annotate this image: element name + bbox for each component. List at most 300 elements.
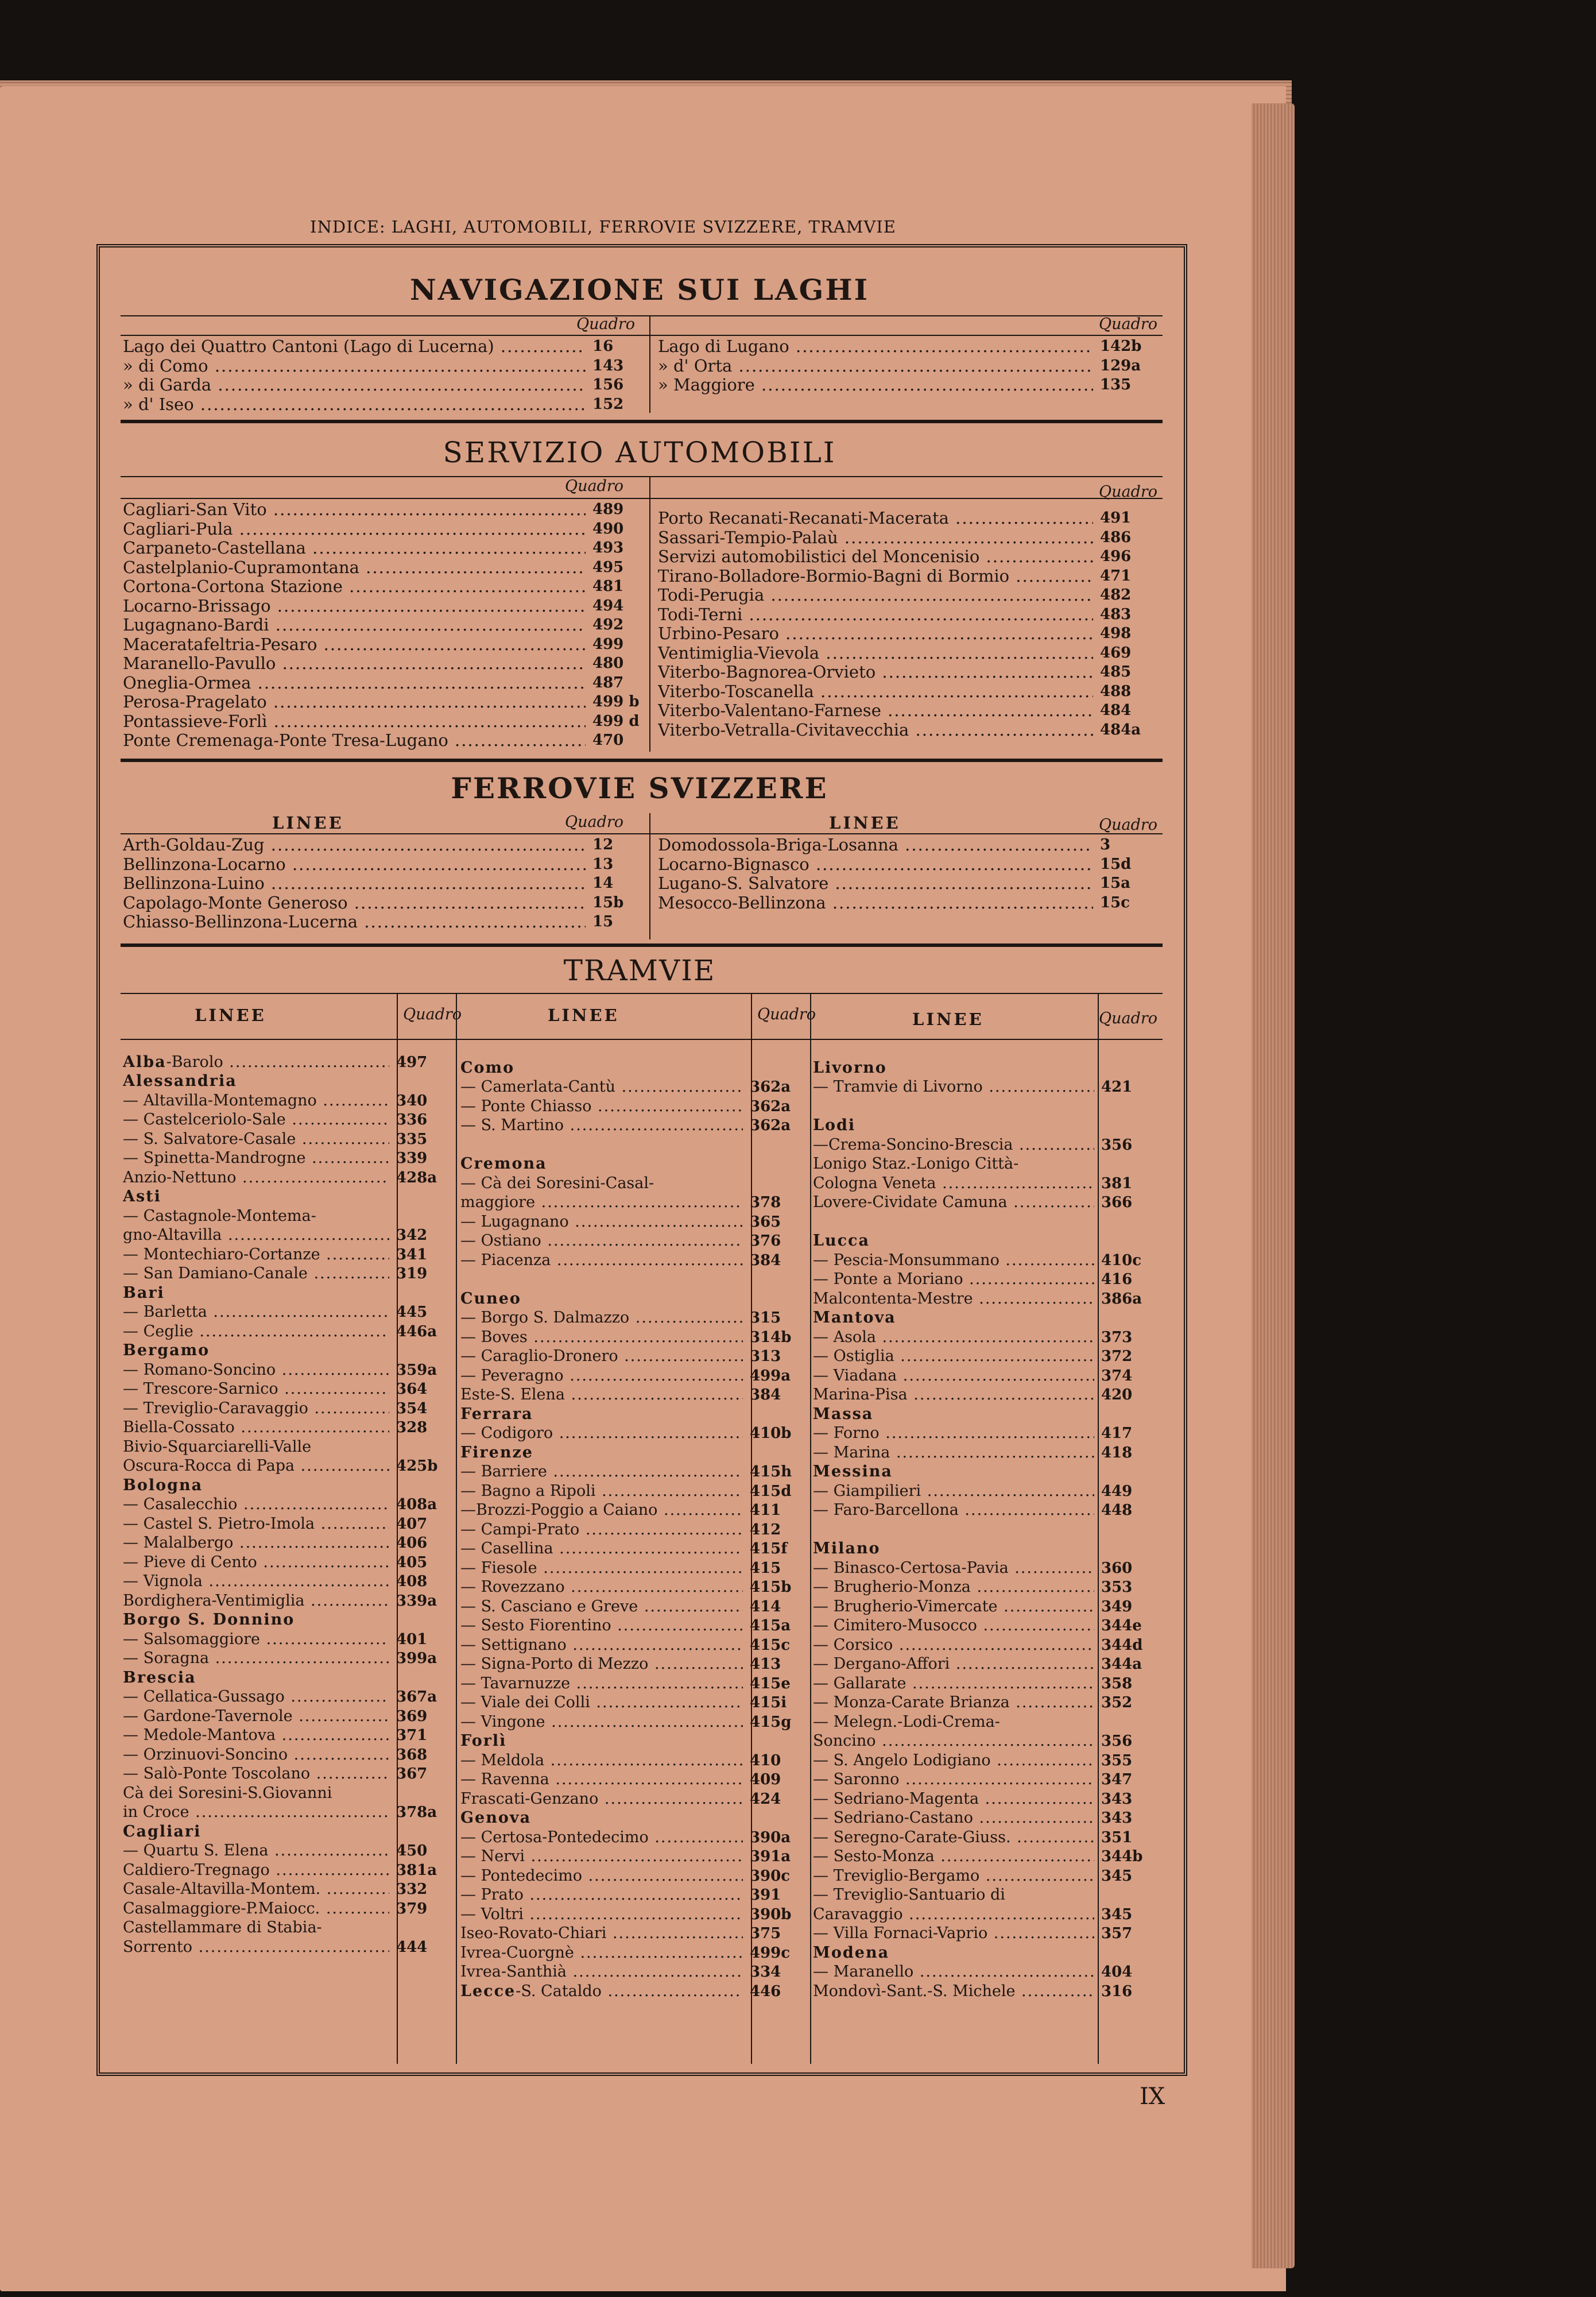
tramvie-column-2 bbox=[460, 1058, 803, 2001]
entry-name bbox=[460, 1116, 743, 1135]
entry-text: — Pescia-Monsummano bbox=[813, 1251, 1000, 1269]
index-entry bbox=[460, 1655, 803, 1675]
entry-name bbox=[123, 1091, 389, 1111]
index-entry bbox=[813, 1540, 1157, 1559]
entry-text: Locarno-Brissago bbox=[123, 596, 271, 616]
index-entry bbox=[813, 1847, 1157, 1867]
entry-name bbox=[460, 1058, 743, 1078]
quadro-number: 369 bbox=[396, 1707, 428, 1725]
index-entry bbox=[813, 1347, 1157, 1367]
entry-text: Malcontenta-Mestre bbox=[813, 1289, 973, 1308]
quadro-number: 357 bbox=[1101, 1925, 1133, 1942]
entry-name bbox=[123, 1322, 389, 1341]
entry-name bbox=[123, 1456, 389, 1476]
index-entry bbox=[123, 674, 644, 693]
quadro-number: 358 bbox=[1101, 1675, 1133, 1692]
entry-name bbox=[123, 1745, 389, 1765]
quadro-number: 352 bbox=[1101, 1694, 1133, 1711]
city-heading: Modena bbox=[813, 1943, 890, 1962]
entry-text: Tirano-Bolladore-Bormio-Bagni di Bormio bbox=[658, 566, 1010, 586]
city-heading: Livorno bbox=[813, 1058, 887, 1077]
quadro-number: 152 bbox=[592, 395, 624, 413]
index-entry bbox=[123, 1341, 449, 1361]
entry-text: Mesocco-Bellinzona bbox=[658, 893, 826, 912]
entry-name bbox=[813, 1789, 1094, 1809]
entry-text: — Cellatica-Gussago bbox=[123, 1688, 285, 1706]
entry-text: — S. Martino bbox=[460, 1116, 564, 1134]
quadro-number: 425b bbox=[396, 1457, 438, 1475]
quadro-number: 480 bbox=[592, 655, 624, 672]
index-entry bbox=[460, 1789, 803, 1809]
entry-text: Biella-Cossato bbox=[123, 1418, 235, 1436]
entry-name bbox=[123, 1053, 389, 1072]
index-entry bbox=[813, 1789, 1157, 1809]
entry-name bbox=[813, 1328, 1094, 1347]
quadro-number: 410c bbox=[1101, 1251, 1142, 1269]
index-entry bbox=[460, 1751, 803, 1770]
entry-text: — Viadana bbox=[813, 1366, 897, 1385]
entry-text: — S. Salvatore-Casale bbox=[123, 1130, 296, 1148]
entry-name bbox=[123, 1495, 389, 1514]
quadro-number: 413 bbox=[750, 1656, 781, 1673]
entry-name bbox=[460, 1366, 743, 1386]
entry-name bbox=[813, 1905, 1094, 1924]
entry-text: — Nervi bbox=[460, 1847, 525, 1865]
entry-text: — S. Casciano e Greve bbox=[460, 1597, 638, 1615]
entry-name bbox=[123, 635, 586, 655]
quadro-number: 351 bbox=[1101, 1828, 1133, 1846]
entry-name bbox=[123, 395, 586, 415]
entry-name bbox=[123, 577, 586, 597]
index-entry bbox=[460, 1712, 803, 1732]
entry-name bbox=[658, 874, 1093, 894]
entry-text: Todi-Perugia bbox=[658, 586, 765, 605]
index-entry bbox=[123, 855, 644, 875]
index-entry bbox=[123, 1457, 449, 1476]
entry-name bbox=[123, 539, 586, 558]
quadro-number: 450 bbox=[396, 1842, 428, 1859]
quadro-number: 344a bbox=[1101, 1656, 1142, 1673]
index-entry bbox=[460, 1905, 803, 1924]
entry-text: — Quartu S. Elena bbox=[123, 1842, 269, 1859]
index-entry bbox=[658, 682, 1157, 702]
quadro-number: 492 bbox=[592, 616, 624, 633]
index-entry bbox=[460, 1309, 803, 1328]
entry-name bbox=[813, 1962, 1094, 1982]
entry-text: — Ponte Chiasso bbox=[460, 1097, 592, 1115]
quadro-number: 345 bbox=[1101, 1867, 1133, 1885]
index-entry bbox=[813, 1693, 1157, 1713]
quadro-number: 359a bbox=[396, 1361, 437, 1379]
city-heading: Ferrara bbox=[460, 1405, 533, 1423]
entry-name bbox=[813, 1808, 1094, 1828]
quadro-number: 378a bbox=[396, 1804, 437, 1821]
entry-name bbox=[658, 605, 1093, 625]
index-entry bbox=[460, 1482, 803, 1501]
header-rule bbox=[121, 315, 1163, 316]
entry-text: — Binasco-Certosa-Pavia bbox=[813, 1559, 1009, 1577]
entry-text: Cagliari-Pula bbox=[123, 519, 233, 539]
quadro-number: 344b bbox=[1101, 1848, 1143, 1865]
quadro-number: 406 bbox=[396, 1534, 428, 1552]
entry-name bbox=[813, 1154, 1094, 1174]
index-entry bbox=[460, 1847, 803, 1867]
index-entry bbox=[813, 1328, 1157, 1347]
entry-text: » d' Iseo bbox=[123, 395, 194, 414]
entry-name bbox=[813, 1674, 1094, 1693]
entry-text: — Trescore-Sarnico bbox=[123, 1380, 278, 1398]
entry-name bbox=[813, 1135, 1094, 1155]
entry-name bbox=[123, 1572, 389, 1591]
entry-name bbox=[813, 1770, 1094, 1789]
entry-name bbox=[123, 337, 586, 357]
entry-name bbox=[813, 1077, 1094, 1097]
quadro-number: 344e bbox=[1101, 1617, 1142, 1634]
entry-text: — San Damiano-Canale bbox=[123, 1264, 308, 1282]
quadro-number: 410b bbox=[750, 1425, 792, 1442]
entry-name bbox=[123, 836, 586, 855]
entry-text: Lugano-S. Salvatore bbox=[658, 874, 829, 893]
entry-text: — Marina bbox=[813, 1443, 890, 1461]
entry-name bbox=[460, 1520, 743, 1540]
quadro-number: 340 bbox=[396, 1092, 428, 1109]
entry-name bbox=[123, 1880, 389, 1899]
index-entry bbox=[123, 1803, 449, 1823]
quadro-number: 404 bbox=[1101, 1963, 1133, 1981]
quadro-number: 376 bbox=[750, 1232, 781, 1250]
index-entry bbox=[658, 547, 1157, 567]
entry-text: — Castel S. Pietro-Imola bbox=[123, 1514, 315, 1533]
entry-text: — Montechiaro-Cortanze bbox=[123, 1245, 320, 1263]
entry-text: — Maranello bbox=[813, 1963, 914, 1981]
quadro-number: 16 bbox=[592, 338, 614, 355]
index-entry bbox=[460, 1097, 803, 1116]
entry-text: — Ostiano bbox=[460, 1232, 541, 1250]
entry-name bbox=[123, 1938, 389, 1957]
quadro-number: 332 bbox=[396, 1881, 428, 1898]
entry-name bbox=[813, 1597, 1094, 1617]
index-entry bbox=[123, 1168, 449, 1188]
city-heading: Cuneo bbox=[460, 1289, 521, 1308]
entry-name bbox=[813, 1270, 1094, 1289]
index-entry bbox=[813, 1982, 1157, 2001]
entry-text: — Signa-Porto di Mezzo bbox=[460, 1655, 649, 1673]
index-entry bbox=[123, 520, 644, 539]
city-heading: Cagliari bbox=[123, 1822, 202, 1840]
entry-name bbox=[123, 520, 586, 539]
quadro-number: 347 bbox=[1101, 1771, 1133, 1788]
quadro-number: 314b bbox=[750, 1328, 792, 1346]
index-entry bbox=[123, 894, 644, 913]
entry-text: Carpaneto-Castellana bbox=[123, 539, 306, 558]
quadro-number: 345 bbox=[1101, 1905, 1133, 1923]
index-entry bbox=[813, 1674, 1157, 1693]
index-entry bbox=[123, 1534, 449, 1553]
entry-name bbox=[460, 1808, 743, 1828]
index-entry bbox=[123, 1688, 449, 1707]
index-entry bbox=[123, 597, 644, 616]
quadro-number: 415b bbox=[750, 1579, 792, 1596]
entry-text: » di Como bbox=[123, 356, 208, 376]
entry-text: — Fiesole bbox=[460, 1559, 537, 1577]
quadro-number: 491 bbox=[1100, 509, 1132, 527]
quadro-number: 391 bbox=[750, 1886, 781, 1904]
entry-text: » Maggiore bbox=[658, 376, 755, 395]
entry-name bbox=[813, 1751, 1094, 1770]
quadro-number: 365 bbox=[750, 1213, 781, 1231]
quadro-number: 421 bbox=[1101, 1078, 1133, 1096]
index-entry bbox=[123, 1111, 449, 1130]
index-entry bbox=[460, 1693, 803, 1713]
quadro-number: 15d bbox=[1100, 855, 1132, 873]
index-entry bbox=[123, 1630, 449, 1649]
quadro-number: 379 bbox=[396, 1900, 428, 1917]
quadro-number: 415c bbox=[750, 1636, 791, 1654]
entry-text: — Villa Fornaci-Vaprio bbox=[813, 1924, 988, 1942]
quadro-number: 411 bbox=[750, 1502, 781, 1519]
index-entry bbox=[123, 1784, 449, 1803]
entry-name bbox=[460, 1251, 743, 1270]
quadro-number: 489 bbox=[592, 501, 624, 518]
index-entry bbox=[460, 1328, 803, 1347]
entry-text: — Camerlata-Cantù bbox=[460, 1078, 616, 1096]
column-divider bbox=[649, 476, 650, 752]
entry-name bbox=[658, 836, 1093, 855]
entry-name bbox=[460, 1731, 743, 1751]
entry-name bbox=[123, 376, 586, 395]
index-entry bbox=[460, 1463, 803, 1482]
entry-name bbox=[813, 1501, 1094, 1520]
entry-name bbox=[123, 1437, 389, 1457]
entry-name bbox=[460, 1443, 743, 1463]
entry-name bbox=[460, 1193, 743, 1212]
entry-text: Viterbo-Bagnorea-Orvieto bbox=[658, 663, 876, 682]
index-entry bbox=[123, 500, 644, 520]
entry-text: — Salò-Ponte Toscolano bbox=[123, 1765, 311, 1782]
index-entry bbox=[123, 1072, 449, 1092]
entry-text: — Certosa-Pontedecimo bbox=[460, 1828, 649, 1846]
quadro-number: 381 bbox=[1101, 1174, 1133, 1192]
quadro-number: 486 bbox=[1100, 528, 1132, 546]
entry-name bbox=[658, 528, 1093, 548]
entry-text: — Malalbergo bbox=[123, 1534, 234, 1552]
index-entry bbox=[123, 1514, 449, 1534]
entry-text: — Corsico bbox=[813, 1635, 893, 1654]
index-entry bbox=[123, 1745, 449, 1765]
quadro-number: 384 bbox=[750, 1251, 781, 1269]
entry-name bbox=[460, 1616, 743, 1635]
entry-text: Maranello-Pavullo bbox=[123, 654, 276, 673]
entry-name bbox=[658, 624, 1093, 644]
entry-name bbox=[123, 1841, 389, 1861]
entry-name bbox=[123, 1764, 389, 1784]
entry-text: — Campi-Prato bbox=[460, 1520, 580, 1538]
linee-header: LINEE bbox=[829, 813, 901, 833]
index-entry bbox=[813, 1270, 1157, 1290]
entry-text: Ivrea-Cuorgnè bbox=[460, 1943, 574, 1962]
index-entry bbox=[123, 1822, 449, 1842]
city-heading: Alba bbox=[123, 1053, 166, 1071]
quadro-number: 328 bbox=[396, 1419, 428, 1436]
entry-name bbox=[813, 1289, 1094, 1309]
entry-name bbox=[123, 1283, 389, 1303]
index-entry bbox=[460, 1501, 803, 1521]
entry-name bbox=[123, 693, 586, 712]
entry-text: — Orzinuovi-Soncino bbox=[123, 1745, 288, 1764]
index-entry bbox=[460, 1578, 803, 1598]
quadro-number: 488 bbox=[1100, 682, 1132, 700]
city-heading: Mantova bbox=[813, 1309, 896, 1327]
index-entry bbox=[123, 558, 644, 578]
entry-name bbox=[460, 1328, 743, 1347]
index-entry bbox=[460, 1886, 803, 1905]
entry-name bbox=[123, 1418, 389, 1437]
page-stack-edge bbox=[1252, 103, 1295, 2268]
index-entry bbox=[813, 1232, 1157, 1251]
entry-name bbox=[813, 1828, 1094, 1847]
quadro-number: 484 bbox=[1100, 702, 1132, 719]
index-entry bbox=[123, 693, 644, 712]
quadro-number: 415a bbox=[750, 1617, 791, 1634]
entry-name bbox=[123, 1649, 389, 1668]
quadro-number: 391a bbox=[750, 1848, 791, 1865]
index-entry bbox=[460, 1943, 803, 1963]
entry-text: Casalmaggiore-P.Maiocc. bbox=[123, 1899, 320, 1917]
entry-text: — Prato bbox=[460, 1886, 524, 1904]
index-entry bbox=[813, 1732, 1157, 1751]
entry-name bbox=[658, 509, 1093, 528]
quadro-number: 362a bbox=[750, 1117, 791, 1134]
entry-text: Porto Recanati-Recanati-Macerata bbox=[658, 509, 949, 528]
quadro-number: 448 bbox=[1101, 1502, 1133, 1519]
entry-text: Lovere-Cividate Camuna bbox=[813, 1193, 1008, 1211]
entry-text: Lago dei Quattro Cantoni (Lago di Lucerna) bbox=[123, 337, 494, 356]
city-heading: Brescia bbox=[123, 1668, 196, 1687]
entry-text: — Cà dei Soresini-Casal- bbox=[460, 1174, 654, 1192]
quadro-number: 494 bbox=[592, 597, 624, 614]
index-entry bbox=[813, 1809, 1157, 1828]
quadro-header: Quadro bbox=[1099, 1010, 1158, 1027]
index-entry bbox=[123, 1322, 449, 1341]
index-entry bbox=[123, 376, 644, 395]
index-entry bbox=[460, 1866, 803, 1886]
section-title-auto: SERVIZIO AUTOMOBILI bbox=[443, 436, 836, 469]
index-entry bbox=[460, 1597, 803, 1617]
quadro-number: 336 bbox=[396, 1111, 428, 1128]
quadro-number: 399a bbox=[396, 1650, 437, 1667]
entry-name bbox=[813, 1885, 1094, 1905]
index-entry bbox=[813, 1135, 1157, 1155]
quadro-number: 416 bbox=[1101, 1271, 1133, 1288]
entry-name bbox=[658, 357, 1093, 376]
entry-name bbox=[123, 1668, 389, 1688]
index-entry bbox=[460, 1366, 803, 1386]
index-entry bbox=[123, 1938, 449, 1957]
entry-text: Cà dei Soresini-S.Giovanni bbox=[123, 1784, 332, 1802]
index-entry bbox=[813, 1424, 1157, 1444]
entry-text: Viterbo-Valentano-Farnese bbox=[658, 701, 881, 720]
entry-name bbox=[813, 1058, 1094, 1078]
entry-name bbox=[123, 1110, 389, 1130]
index-entry bbox=[123, 1380, 449, 1399]
quadro-header: Quadro bbox=[757, 1006, 816, 1023]
entry-text: Sassari-Tempio-Palaù bbox=[658, 528, 838, 547]
city-heading: Genova bbox=[460, 1809, 532, 1827]
index-entry bbox=[123, 1649, 449, 1669]
quadro-number: 360 bbox=[1101, 1559, 1133, 1577]
entry-name bbox=[460, 1231, 743, 1251]
index-entry bbox=[813, 1866, 1157, 1886]
entry-name bbox=[813, 1635, 1094, 1655]
index-entry bbox=[123, 1591, 449, 1611]
entry-text: Caldiero-Tregnago bbox=[123, 1861, 270, 1879]
index-entry bbox=[658, 586, 1157, 605]
index-entry bbox=[813, 1520, 1157, 1540]
entry-text: — Vignola bbox=[123, 1572, 203, 1590]
index-entry bbox=[123, 874, 644, 894]
quadro-number: 407 bbox=[396, 1515, 428, 1533]
city-heading: Asti bbox=[123, 1188, 161, 1205]
entry-text: Caravaggio bbox=[813, 1905, 903, 1923]
index-entry bbox=[460, 1559, 803, 1578]
quadro-number: 384 bbox=[750, 1386, 781, 1403]
city-heading: Lucca bbox=[813, 1232, 870, 1250]
entry-name bbox=[658, 567, 1093, 586]
entry-text: Castelplanio-Cupramontana bbox=[123, 558, 359, 577]
index-entry bbox=[123, 1091, 449, 1111]
entry-text: Lago di Lugano bbox=[658, 337, 789, 356]
entry-name bbox=[123, 1514, 389, 1534]
quadro-number: 470 bbox=[592, 732, 624, 749]
entry-name bbox=[813, 1443, 1094, 1463]
quadro-number: 410 bbox=[750, 1751, 781, 1769]
quadro-number: 390c bbox=[750, 1867, 791, 1885]
index-entry bbox=[123, 1130, 449, 1149]
index-entry bbox=[123, 1053, 449, 1072]
quadro-number: 493 bbox=[592, 539, 624, 556]
city-heading: Alessandria bbox=[123, 1072, 237, 1090]
index-entry bbox=[658, 644, 1157, 663]
index-entry bbox=[658, 337, 1157, 357]
quadro-number: 414 bbox=[750, 1598, 781, 1615]
quadro-number: 142b bbox=[1100, 338, 1142, 355]
entry-text: — Sedriano-Magenta bbox=[813, 1789, 979, 1808]
quadro-number: 12 bbox=[592, 836, 614, 853]
index-entry bbox=[460, 1347, 803, 1367]
index-entry bbox=[460, 1135, 803, 1155]
quadro-number: 135 bbox=[1100, 376, 1132, 393]
entry-text: — Lugagnano bbox=[460, 1212, 569, 1231]
linee-header: LINEE bbox=[272, 813, 344, 833]
index-entry bbox=[813, 1924, 1157, 1944]
entry-name bbox=[813, 1693, 1094, 1712]
index-entry bbox=[460, 1116, 803, 1136]
entry-name bbox=[123, 1630, 389, 1649]
index-entry bbox=[460, 1058, 803, 1078]
quadro-number: 343 bbox=[1101, 1809, 1133, 1827]
index-entry bbox=[658, 663, 1157, 682]
index-entry bbox=[123, 1303, 449, 1322]
entry-text: gno-Altavilla bbox=[123, 1226, 222, 1244]
index-entry bbox=[658, 357, 1157, 376]
entry-text: — Gallarate bbox=[813, 1674, 907, 1692]
entry-name bbox=[123, 1861, 389, 1880]
index-entry bbox=[658, 376, 1157, 395]
entry-name bbox=[658, 721, 1093, 740]
entry-name bbox=[658, 894, 1093, 913]
index-entry bbox=[813, 1578, 1157, 1598]
quadro-number: 424 bbox=[750, 1790, 781, 1808]
